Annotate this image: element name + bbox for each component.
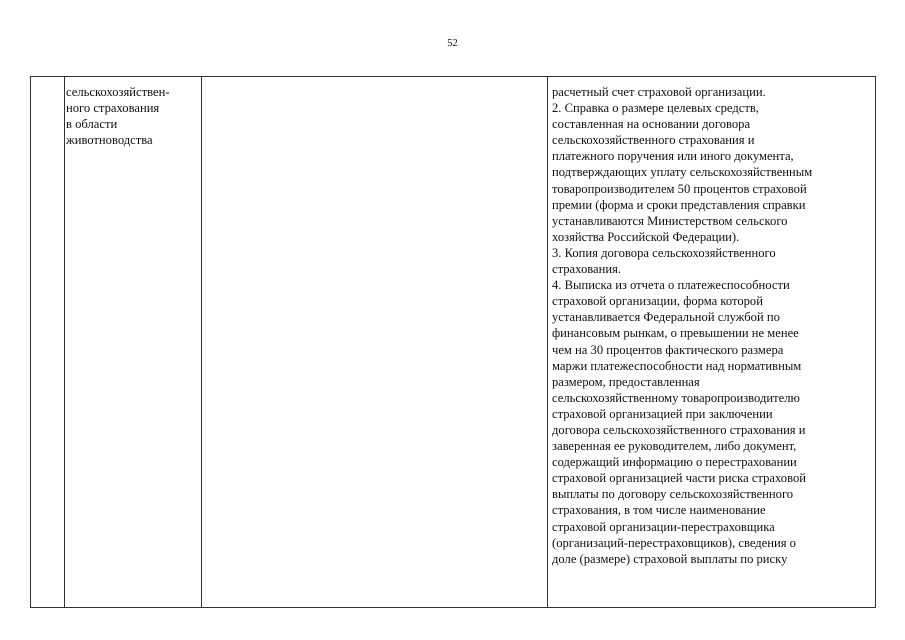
cell-line: страхования, в том числе наименование [552,503,766,518]
cell-line: 2. Справка о размере целевых средств, [552,101,759,116]
column-divider-3 [547,77,548,607]
cell-line: расчетный счет страховой организации. [552,85,766,99]
cell-line: страховой организацией части риска страховой [552,471,806,486]
column-divider-1 [64,77,65,607]
document-table [30,76,876,608]
cell-line: подтверждающих уплату сельскохозяйственным [552,165,813,180]
cell-line: финансовым рынкам, о превышении не менее [552,326,799,341]
cell-line: страховой организации-перестраховщика [552,519,775,534]
cell-line: животноводства [66,133,153,148]
cell-line: сельскохозяйственному товаропроизводителю [552,390,800,405]
cell-line: устанавливается Федеральной службой по [552,310,780,325]
cell-line: страховой организации, форма которой [552,294,763,309]
cell-line: платежного поручения или иного документа, [552,149,794,164]
cell-line: (организаций-перестраховщиков), сведения о [552,535,796,550]
cell-line: сельскохозяйствен- [66,85,170,99]
cell-line: товаропроизводителем 50 процентов страховой [552,181,807,196]
cell-line: страховой организацией при заключении [552,406,773,421]
column-divider-2 [201,77,202,607]
cell-line: 4. Выписка из отчета о платежеспособности [552,278,790,293]
cell-line: размером, предоставленная [552,374,700,389]
cell-line: устанавливаются Министерством сельского [552,213,788,228]
cell-line: страхования. [552,262,622,277]
cell-line: премии (форма и сроки представления справки [552,197,806,212]
cell-line: сельскохозяйственного страхования и [552,133,755,148]
cell-line: составленная на основании договора [552,117,751,132]
cell-line: ного страхования [66,101,160,116]
cell-line: в области [66,117,118,132]
cell-line: содержащий информацию о перестраховании [552,455,797,470]
cell-insurance-type [66,84,170,148]
cell-line: хозяйства Российской Федерации). [552,229,740,244]
cell-required-documents [552,84,812,567]
cell-line: маржи платежеспособности над нормативным [552,358,802,373]
cell-line: 3. Копия договора сельскохозяйственного [552,245,776,260]
cell-line: выплаты по договору сельскохозяйственного [552,487,794,502]
cell-line: чем на 30 процентов фактического размера [552,342,784,357]
cell-line: доле (размере) страховой выплаты по риску [552,551,788,566]
page-number: 52 [447,38,458,49]
cell-line: договора сельскохозяйственного страхования и [552,422,806,437]
cell-line: заверенная ее руководителем, либо документ, [552,439,797,454]
